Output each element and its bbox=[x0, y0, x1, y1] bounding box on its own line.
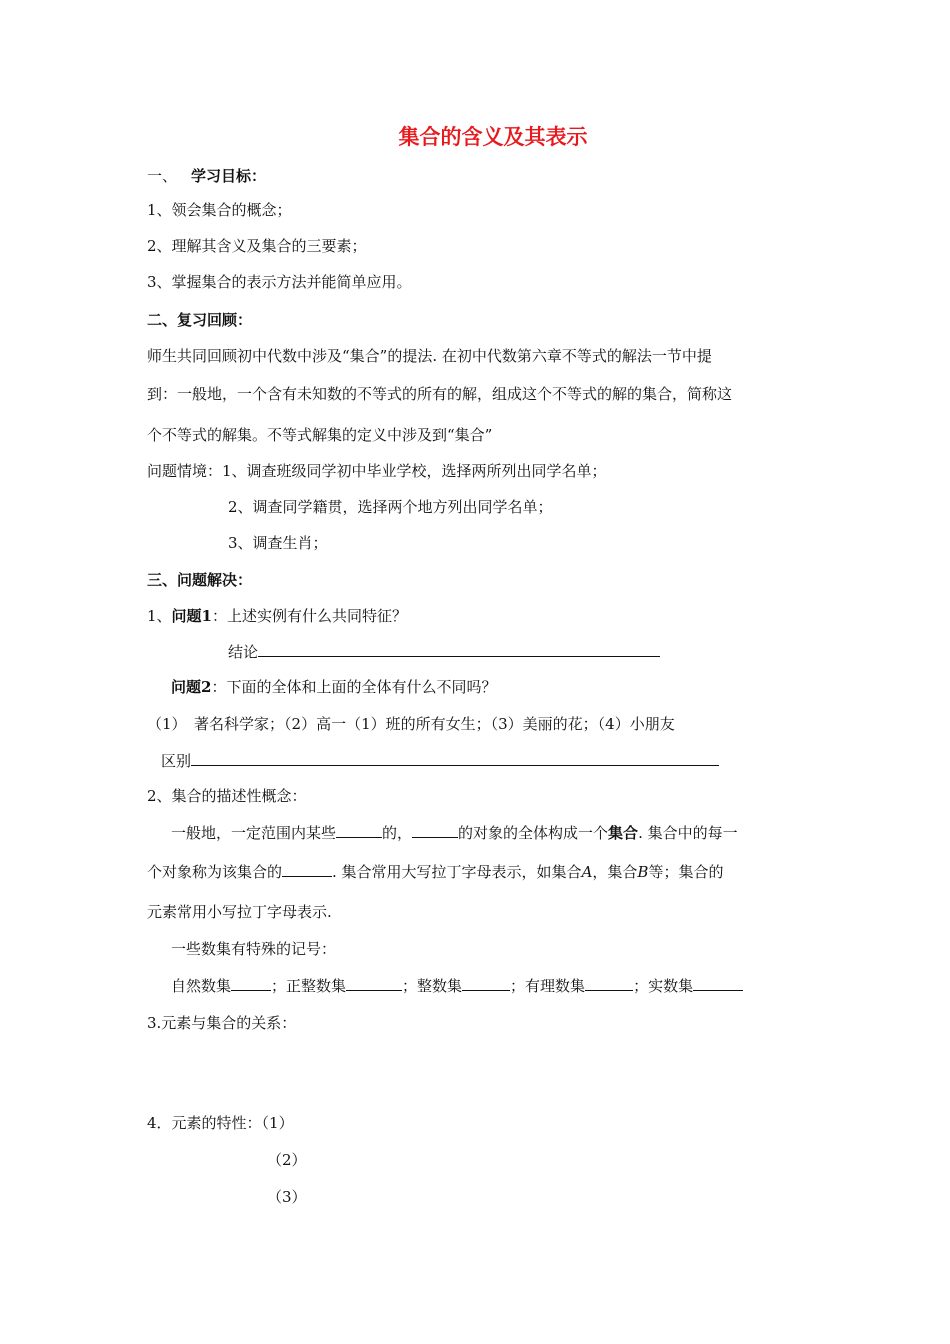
conclusion-line bbox=[228, 641, 660, 662]
property-item: （2） bbox=[267, 1151, 307, 1169]
situation-item: 2、调查同学籍贯，选择两个地方列出同学名单； bbox=[228, 498, 553, 516]
notation-line bbox=[171, 975, 743, 996]
question-2-text: ：下面的全体和上面的全体有什么不同吗？ bbox=[211, 678, 497, 696]
difference-label: 区别 bbox=[161, 752, 192, 770]
concept-text: 个对象称为该集合的 bbox=[147, 863, 283, 881]
concept-line bbox=[147, 861, 723, 882]
concept-text: 的对象的全体构成一个 bbox=[458, 824, 609, 842]
property-item: （3） bbox=[267, 1188, 307, 1206]
page-title: 集合的含义及其表示 bbox=[398, 124, 588, 149]
difference-blank[interactable] bbox=[191, 750, 719, 766]
objective-item: 2、理解其含义及集合的三要素； bbox=[147, 237, 367, 255]
objective-item: 3、掌握集合的表示方法并能简单应用。 bbox=[147, 273, 412, 291]
situation-line bbox=[147, 461, 607, 481]
question-1 bbox=[147, 606, 407, 626]
review-paragraph-line: 到：一般地，一个含有未知数的不等式的所有的解，组成这个不等式的解的集合，简称这 bbox=[147, 385, 733, 403]
fill-blank[interactable] bbox=[412, 822, 458, 838]
section-1-title: 学习目标： bbox=[191, 167, 267, 185]
question-2-items: （1） 著名科学家；（2）高一（1）班的所有女生；（3）美丽的花；（4）小朋友 bbox=[147, 715, 675, 733]
section-2-heading: 二、复习回顾： bbox=[147, 311, 253, 329]
number-set-label: 自然数集 bbox=[171, 977, 232, 995]
situation-item: 3、调查生肖； bbox=[228, 534, 328, 552]
conclusion-label: 结论 bbox=[228, 643, 259, 661]
concept-keyword: 集合 bbox=[608, 824, 639, 842]
review-paragraph-line: 师生共同回顾初中代数中涉及“集合”的提法. 在初中代数第六章不等式的解法一节中提 bbox=[147, 347, 712, 365]
conclusion-blank[interactable] bbox=[258, 641, 660, 657]
fill-blank[interactable] bbox=[585, 975, 633, 991]
situation-item: 1、调查班级同学初中毕业学校，选择两所列出同学名单； bbox=[222, 462, 607, 480]
concept-line bbox=[171, 822, 738, 843]
notation-intro: 一些数集有特殊的记号： bbox=[171, 940, 337, 958]
concept-heading: 2、集合的描述性概念： bbox=[147, 787, 307, 805]
concept-text: 等；集合的 bbox=[648, 863, 724, 881]
fill-blank[interactable] bbox=[336, 822, 382, 838]
situation-label: 问题情境： bbox=[147, 462, 223, 480]
question-2-label: 问题2 bbox=[171, 678, 212, 696]
section-1-number: 一、 bbox=[147, 167, 178, 185]
difference-line bbox=[161, 750, 719, 771]
question-1-label: 问题1 bbox=[171, 607, 212, 625]
number-set-label: ；实数集 bbox=[633, 977, 694, 995]
objective-item: 1、领会集合的概念； bbox=[147, 201, 292, 219]
concept-text: ，集合 bbox=[592, 863, 638, 881]
fill-blank[interactable] bbox=[231, 975, 271, 991]
section-1-heading bbox=[147, 166, 266, 186]
number-set-label: ；正整数集 bbox=[271, 977, 347, 995]
concept-line: 元素常用小写拉丁字母表示. bbox=[147, 903, 332, 921]
question-1-prefix: 1、 bbox=[147, 607, 172, 625]
properties-label: 4．元素的特性： bbox=[147, 1114, 262, 1132]
question-2 bbox=[171, 677, 496, 697]
set-symbol: A bbox=[581, 863, 593, 881]
concept-text: 的， bbox=[382, 824, 413, 842]
concept-text: . 集合中的每一 bbox=[638, 824, 738, 842]
review-paragraph-line: 个不等式的解集。不等式解集的定义中涉及到“集合” bbox=[147, 426, 493, 444]
number-set-label: ；整数集 bbox=[402, 977, 463, 995]
property-item: （1） bbox=[261, 1114, 294, 1132]
number-set-label: ；有理数集 bbox=[510, 977, 586, 995]
properties-line bbox=[147, 1113, 294, 1133]
fill-blank[interactable] bbox=[462, 975, 510, 991]
set-symbol: B bbox=[637, 863, 649, 881]
question-1-text: ：上述实例有什么共同特征？ bbox=[211, 607, 407, 625]
concept-text: . 集合常用大写拉丁字母表示，如集合 bbox=[332, 863, 582, 881]
fill-blank[interactable] bbox=[693, 975, 743, 991]
concept-text: 一般地，一定范围内某些 bbox=[171, 824, 337, 842]
relation-heading: 3.元素与集合的关系： bbox=[147, 1014, 297, 1032]
fill-blank[interactable] bbox=[282, 861, 332, 877]
fill-blank[interactable] bbox=[346, 975, 402, 991]
section-3-heading: 三、问题解决： bbox=[147, 571, 253, 589]
